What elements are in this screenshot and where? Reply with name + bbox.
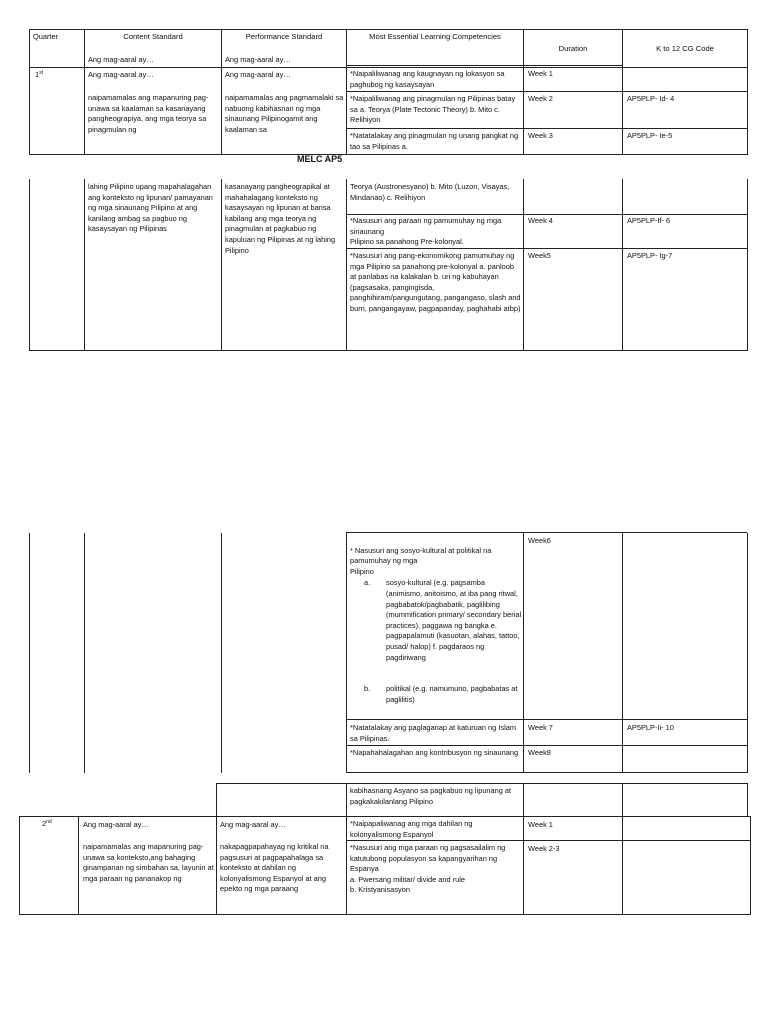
cg-code-text: AP5PLP- Id- 4 xyxy=(627,94,675,103)
content-standard-text: naipamamalas ang mapanuring pag-unawa sa konteksto,ang bahaging ginampanan ng simbahan sa, layunin at mga paraan ng pananakop ng xyxy=(83,842,214,883)
content-standard-text: lahing Pilipino upang mapahalagahan ang konteksto ng lipunan/ pamayanan ng mga sinaunang Pilipino at ang kanilang ambag sa pagbuo ng kasaysayan ng Pilipinas xyxy=(88,182,213,234)
melc-text: *Naipaliliwanag ang pinagmulan ng Pilipinas batay sa a. Teorya (Plate Tectonic Theory) b. Mito c. Relihiyon xyxy=(350,94,516,125)
melc-intro: * Nasusuri ang sosyo-kultural at politikal na pamumuhay ng mga Pilipino xyxy=(350,545,492,576)
cg-code-text: AP5PLP-If- 6 xyxy=(627,216,671,225)
performance-standard-text: nakapagpapahayag ng kritikal na pagsusuri at pagpapahalaga sa konteksto at dahilan ng kolonyalismong Espanyol at ang epekto ng mga paraang xyxy=(220,842,329,894)
quarter-suffix: st xyxy=(39,70,44,76)
melc-text: *Nasusuri ang pang-ekonomikong pamumuhay ng mga Pilipino sa panahong pre-kolonyal a. panloob at panlabas na kalakalan b. uri ng kabuhayan (pagsasaka, pangingisda, panghihiram/pangungutang, pangangaso, slash and burn, pangangayaw, pagpapanday, paghahabi atbp) xyxy=(350,251,521,313)
list-item: sosyo-kultural (e.g. pagsamba (animismo, anitoismo, at iba pang ritwal, pagbabatok/pagbabatik, paglilibing (mummification primary/ secondary berial practices), paggawa ng bangka e. pagpapalamuti (kasuotan, alahas, tattoo, pusad/ halop) f. pagdaraos ng pagdiriwang xyxy=(386,578,522,662)
melc-sublist xyxy=(350,578,522,704)
content-lead: Ang mag-aaral ay… xyxy=(88,70,154,79)
melc-text: *Natatalakay ang paglaganap at katuruan ng Islam sa Pilipinas. xyxy=(350,723,516,743)
melc-text: *Nasusuri ang paraan ng pamumuhay ng mga sinaunang Pilipino sa panahong Pre-kolonyal. xyxy=(350,216,502,247)
list-marker: b. xyxy=(364,684,371,694)
header-melc: Most Essential Learning Competencies xyxy=(369,32,501,41)
header-cg-code: K to 12 CG Code xyxy=(656,44,714,53)
week-text: Week 3 xyxy=(528,131,553,140)
melc-text xyxy=(350,535,522,704)
performance-lead: Ang mag-aaral ay… xyxy=(220,820,286,829)
quarter-label xyxy=(42,819,52,830)
header-performance-lead: Ang mag-aaral ay… xyxy=(225,55,291,64)
week-text: Week 1 xyxy=(528,820,553,829)
week-text: Week5 xyxy=(528,251,551,260)
list-item: politikal (e.g. namumuno, pagbabatas at paglilitis) xyxy=(386,684,518,704)
header-performance-standard: Performance Standard xyxy=(245,32,323,41)
quarter-suffix: nd xyxy=(46,819,52,825)
melc-text: *Nasusuri ang mga paraan ng pagsasailalim ng katutubong populasyon sa kapangyarihan ng Espanya a. Pwersang militar/ divide and rule b. Kristyanisasyon xyxy=(350,843,506,895)
quarter-number: 1 xyxy=(35,70,40,79)
performance-lead: Ang mag-aaral ay… xyxy=(225,70,291,79)
week-text: Week 4 xyxy=(528,216,553,225)
quarter-number: 2 xyxy=(42,819,47,828)
week-text: Week8 xyxy=(528,748,551,757)
header-content-standard: Content Standard xyxy=(123,32,183,41)
melc-text: *Natatalakay ang pinagmulan ng unang pangkat ng tao sa Pilipinas a. xyxy=(350,131,519,151)
melc-title: MELC AP5 xyxy=(297,154,343,164)
melc-text: Teorya (Austronesyano) b. Mito (Luzon, Visayas, Mindanao) c. Relihiyon xyxy=(350,182,510,202)
header-duration: Duration xyxy=(558,44,588,53)
week-text: Week 2-3 xyxy=(528,844,560,853)
content-lead: Ang mag-aaral ay… xyxy=(83,820,149,829)
cg-code-text: AP5PLP-Ii- 10 xyxy=(627,723,674,732)
header-content-lead: Ang mag-aaral ay… xyxy=(88,55,154,64)
week-text: Week 2 xyxy=(528,94,553,103)
week-text: Week 1 xyxy=(528,69,553,78)
cg-code-text: AP5PLP- Ie-5 xyxy=(627,131,673,140)
quarter-label xyxy=(35,70,43,81)
melc-text: kabihasnang Asyano sa pagkabuo ng lipunang at pagkakakilanlang Pilipino xyxy=(350,786,512,806)
header-quarter: Quarter xyxy=(33,32,59,41)
performance-standard-text: naipamamalas ang pagmamalaki sa nabuong kabihasnan ng mga sinaunang Pilipinogamit ang kaalaman sa xyxy=(225,93,344,134)
list-marker: a. xyxy=(364,578,371,588)
performance-standard-text: kasanayang pangheograpikal at mahahalagang konteksto ng kasaysayan ng lipunan at bansa kabilang ang mga teorya ng pinagmulan at pagkabuo ng kapuluan ng Pilipinas at ng lahing Pilipino xyxy=(225,182,336,255)
melc-text: *Naipaliliwanag ang kaugnayan ng lokasyon sa paghubog ng kasaysayan xyxy=(350,69,505,89)
content-standard-text: naipamamalas ang mapanuring pag-unawa sa kaalaman sa kasanayang pangheograpiya, ang mga teorya sa pinagmulan ng xyxy=(88,93,209,134)
week-text: Week6 xyxy=(528,536,551,545)
cg-code-text: AP5PLP- Ig-7 xyxy=(627,251,673,260)
melc-text: *Naipapaliwanag ang mga dahilan ng kolonyalismong Espanyol xyxy=(350,819,473,839)
week-text: Week 7 xyxy=(528,723,553,732)
melc-text: *Napahahalagahan ang kontribusyon ng sinaunang xyxy=(350,748,519,757)
